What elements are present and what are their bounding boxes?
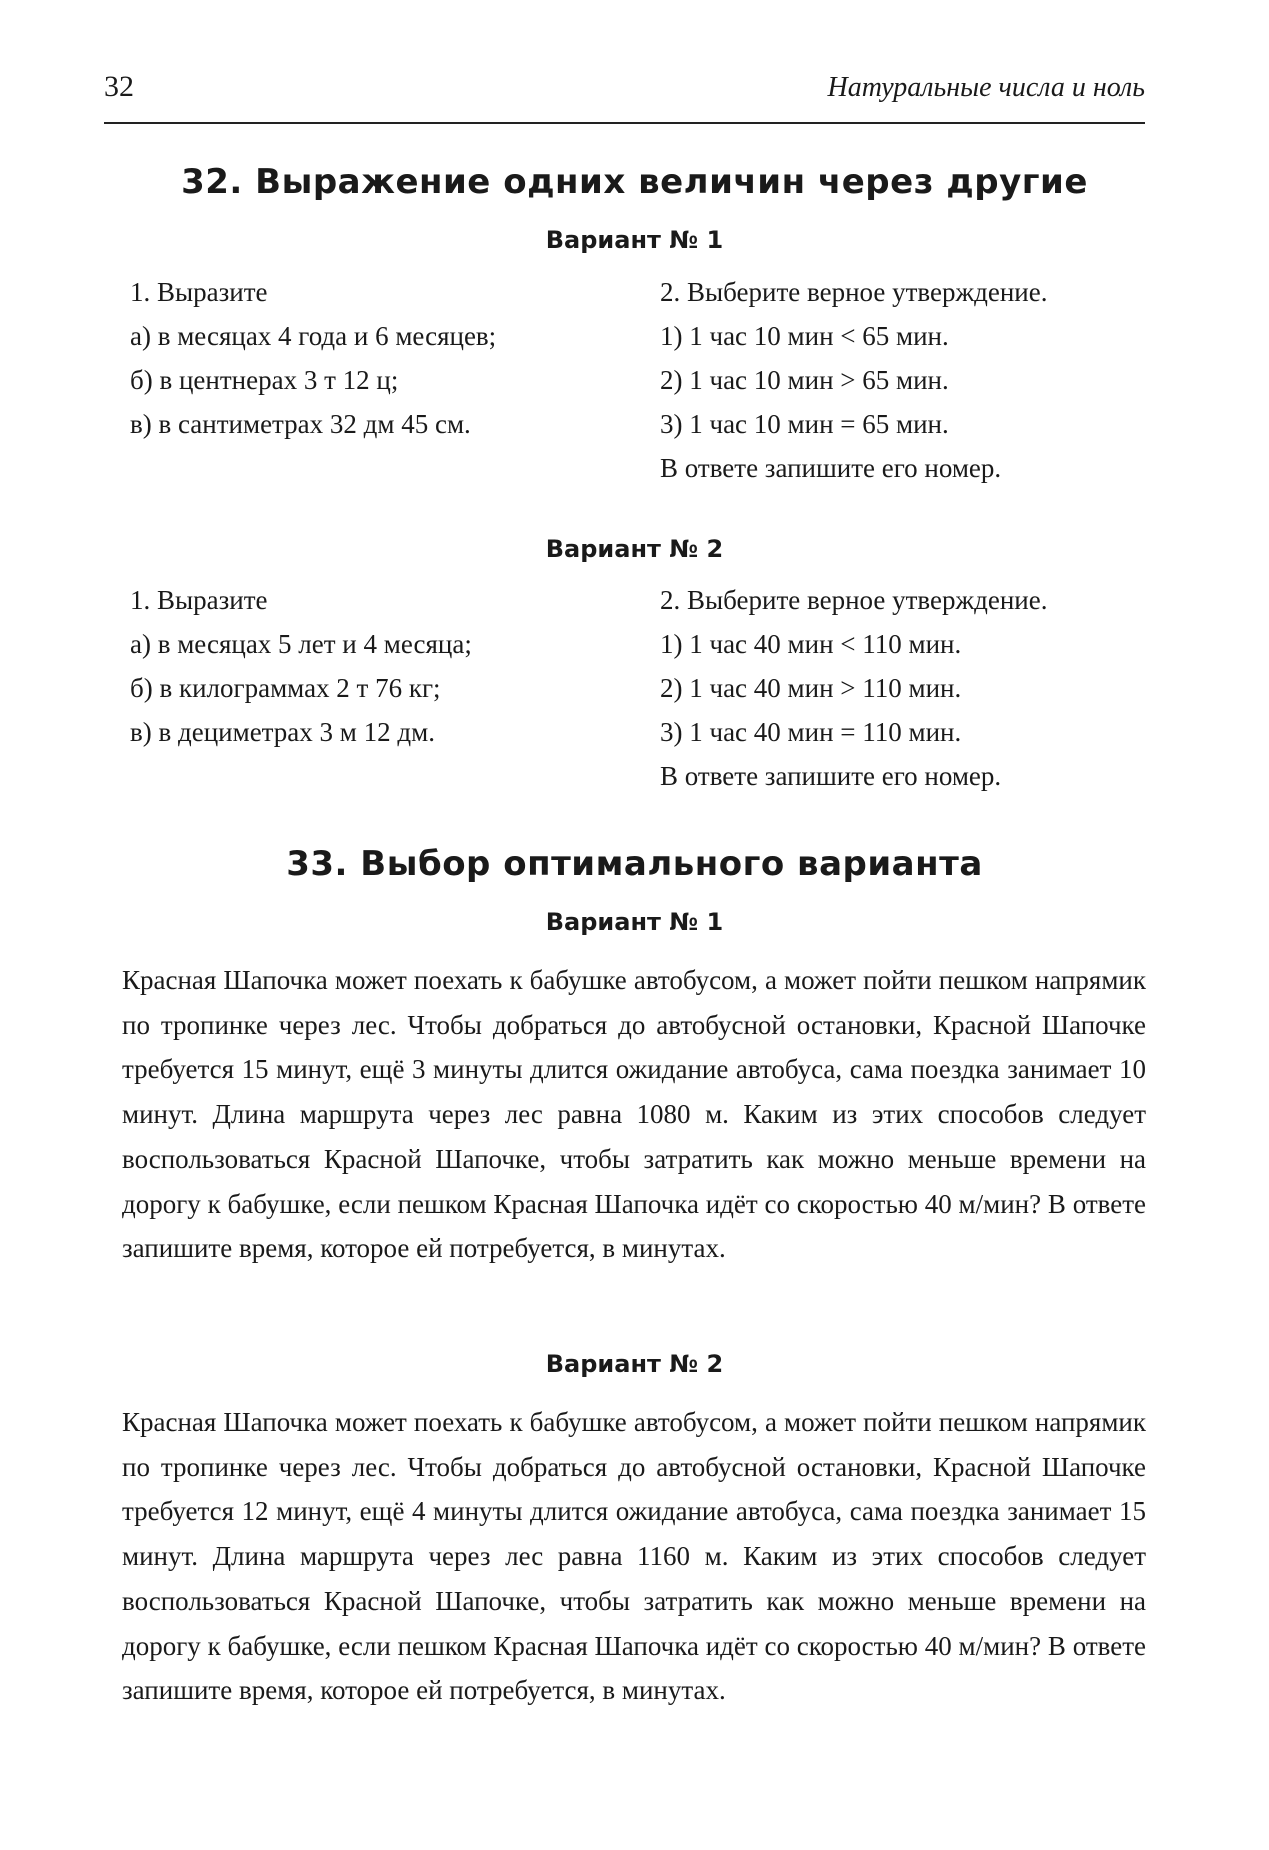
section-32-variant-2-title: Вариант № 2 [545, 535, 724, 563]
section-33-variant-2-text: Красная Шапочка может поехать к бабушке автобусом, а может пойти пешком напрямик по тропинке через лес. Чтобы добраться до автобусной остановки, Красной Шапочке требуется 12 минут, ещё 4 минуты длится ожидание автобуса, сама поездка занимает 15 минут. Длина маршрута через лес равна 1160 м. Каким из этих способов следует воспользоваться Красной Шапочке, чтобы затратить как можно меньше времени на дорогу к бабушке, если пешком Красная Шапочка идёт со скоростью 40 м/мин? В ответе запишите время, которое ей потребуется, в минутах. [122, 1407, 1146, 1706]
section-33-title: 33. Выбор оптимального варианта [286, 844, 983, 884]
running-title: Натуральные числа и ноль [827, 72, 1145, 103]
task-line: а) в месяцах 4 года и 6 месяцев; [130, 321, 497, 351]
section-32-variant-1-task-2 [660, 270, 1047, 490]
section-33-variant-1-title: Вариант № 1 [545, 908, 724, 936]
task-line: в) в сантиметрах 32 дм 45 см. [130, 409, 471, 439]
section-33-variant-2-title: Вариант № 2 [545, 1350, 724, 1378]
task-line: 2. Выберите верное утверждение. [660, 277, 1048, 307]
task-line: 2) 1 час 40 мин > 110 мин. [660, 673, 962, 703]
task-line: 1. Выразите [130, 277, 268, 307]
page-number: 32 [104, 70, 134, 103]
section-32-variant-2-task-2 [660, 578, 1047, 798]
section-32-variant-1-task-1 [130, 270, 496, 446]
task-line: в) в дециметрах 3 м 12 дм. [130, 717, 435, 747]
section-32-variant-1-title: Вариант № 1 [545, 226, 724, 254]
task-line: б) в центнерах 3 т 12 ц; [130, 365, 399, 395]
section-32-variant-2-task-1 [130, 578, 472, 754]
task-line: б) в килограммах 2 т 76 кг; [130, 673, 441, 703]
header-rule [104, 122, 1145, 124]
task-line: а) в месяцах 5 лет и 4 месяца; [130, 629, 472, 659]
section-32-title: 32. Выражение одних величин через другие [181, 162, 1088, 202]
task-line: 3) 1 час 40 мин = 110 мин. [660, 717, 962, 747]
section-33-variant-1-text: Красная Шапочка может поехать к бабушке автобусом, а может пойти пешком напрямик по тропинке через лес. Чтобы добраться до автобусной остановки, Красной Шапочке требуется 15 минут, ещё 3 минуты длится ожидание автобуса, сама поездка занимает 10 минут. Длина маршрута через лес равна 1080 м. Каким из этих способов следует воспользоваться Красной Шапочке, чтобы затратить как можно меньше времени на дорогу к бабушке, если пешком Красная Шапочка идёт со скоростью 40 м/мин? В ответе запишите время, которое ей потребуется, в минутах. [122, 965, 1146, 1264]
task-line: 2) 1 час 10 мин > 65 мин. [660, 365, 949, 395]
task-line: 1) 1 час 10 мин < 65 мин. [660, 321, 949, 351]
task-line: 2. Выберите верное утверждение. [660, 585, 1048, 615]
task-line: В ответе запишите его номер. [660, 761, 1002, 791]
task-line: 1. Выразите [130, 585, 268, 615]
task-line: В ответе запишите его номер. [660, 453, 1002, 483]
task-line: 1) 1 час 40 мин < 110 мин. [660, 629, 962, 659]
task-line: 3) 1 час 10 мин = 65 мин. [660, 409, 949, 439]
